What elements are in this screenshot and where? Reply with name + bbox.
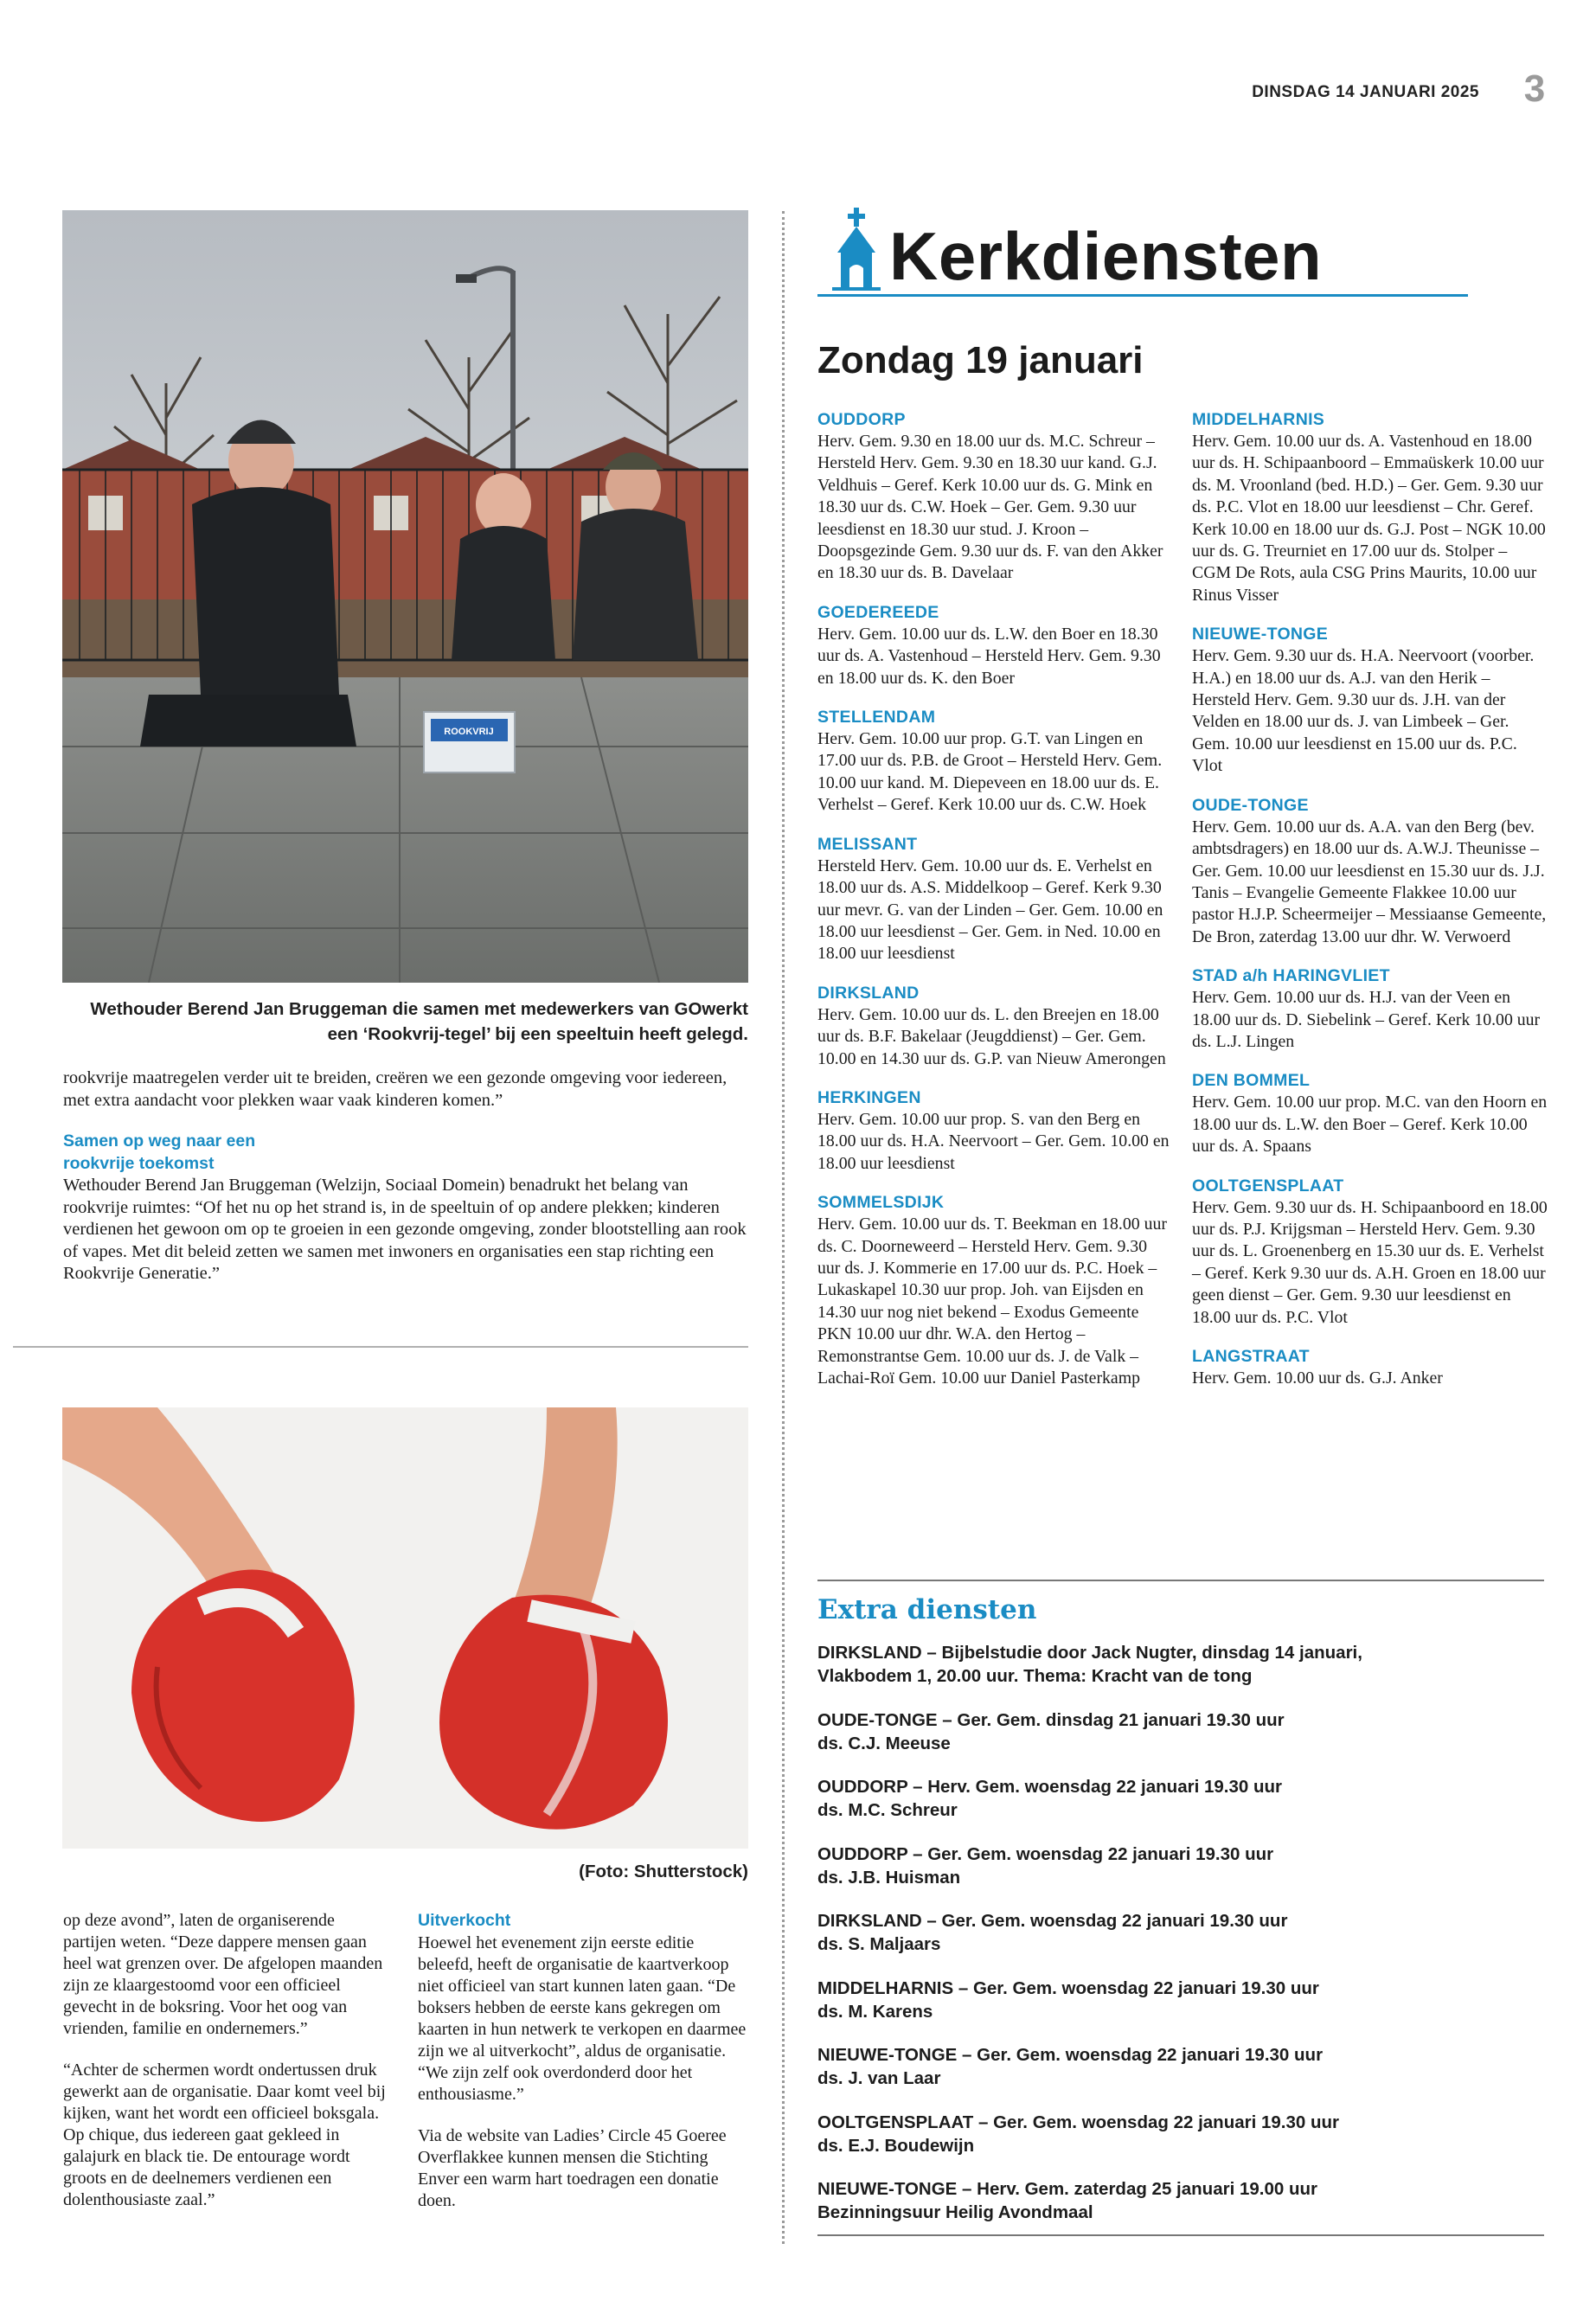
article-paragraph: “Achter de schermen wordt ondertussen druk gewerkt aan de organisatie. Daar komt veel bij kijken, want het wordt een officieel boksgala. Op chique, dus iedereen gaat gekleed in galajurk en black tie. De entourage wordt groots en de deelnemers verdienen een dolenthousiaste zaal.” (63, 2061, 386, 2209)
service-entry (817, 601, 1174, 689)
extra-line: ds. C.J. Meeuse (817, 1733, 951, 1753)
service-text: Herv. Gem. 10.00 uur ds. A. Vastenhoud en 18.00 uur ds. H. Schipaanboord – Emmaüskerk 10.00 uur ds. M. Vroonland (bed. H.D.) – Ger. Gem. 9.30 uur ds. P.C. Vlot en 18.00 uur leesdienst – Chr. Geref. Kerk 10.00 en 18.00 uur ds. G.J. Post – NGK 10.00 uur ds. G. Treurniet en 17.00 uur ds. Stolper – CGM De Rots, aula CSG Prins Maurits, 10.00 uur Rinus Visser (1192, 432, 1546, 605)
service-entry (1192, 1175, 1548, 1329)
article-paragraph: Via de website van Ladies’ Circle 45 Goeree Overflakkee kunnen mensen die Stichting Enver een warm hart toedragen een donatie doen. (418, 2125, 727, 2210)
service-text: Herv. Gem. 10.00 uur ds. L. den Breejen en 18.00 uur ds. B.F. Bakelaar (Jeugddienst) – Ger. Gem. 10.00 en 14.30 uur ds. G.P. van Nieuw Amerongen (817, 1004, 1166, 1068)
church-icon (830, 208, 882, 291)
service-entry (817, 1191, 1174, 1389)
service-place: NIEUWE-TONGE (1192, 625, 1329, 644)
extra-diensten-list (817, 1641, 1475, 2245)
subhead-samen (63, 1131, 748, 1175)
article-paragraph: op deze avond”, laten de organiserende partijen weten. “Deze dappere mensen gaan heel wat grenzen over. De afgelopen maanden zijn ze klaargestoomd voor een officieel gevecht in de boksring. Voor het oog van vrienden, familie en ondernemers.” (63, 1911, 383, 2038)
service-entry (817, 408, 1174, 585)
service-text: Herv. Gem. 9.30 uur ds. H. Schipaanboord en 18.00 uur ds. P.J. Krijgsman – Hersteld Herv. Gem. 9.30 uur ds. L. Groenenberg en 15.30 uur ds. E. Verhelst – Geref. Kerk 9.30 uur ds. A.H. Groen en 18.00 uur geen dienst – Ger. Gem. 9.30 uur leesdienst en 18.00 uur ds. P.C. Vlot (1192, 1197, 1548, 1327)
extra-line: ds. M.C. Schreur (817, 1800, 958, 1820)
extra-line: ds. S. Maljaars (817, 1934, 941, 1954)
extra-entry (817, 1708, 1475, 1755)
extra-entry (817, 2111, 1475, 2157)
service-entry (1192, 1069, 1548, 1157)
extra-entry (817, 2043, 1475, 2090)
subhead-uitverkocht: Uitverkocht (418, 1911, 511, 1930)
extra-bottom-rule (817, 2234, 1544, 2236)
service-text: Herv. Gem. 10.00 uur prop. S. van den Berg en 18.00 uur ds. H.A. Neervoort – Ger. Gem. 10.00 en 18.00 uur leesdienst (817, 1109, 1170, 1173)
extra-entry (817, 1977, 1475, 2023)
extra-diensten-title: Extra diensten (817, 1594, 1037, 1625)
article-boksgala-col-b (418, 1910, 748, 2232)
service-place: LANGSTRAAT (1192, 1347, 1310, 1366)
photo-boxing-gloves (62, 1407, 748, 1849)
section-rule (13, 1346, 748, 1348)
extra-line: ds. J. van Laar (817, 2068, 941, 2088)
extra-line: ds. J.B. Huisman (817, 1867, 961, 1888)
service-text: Herv. Gem. 10.00 uur prop. M.C. van den Hoorn en 18.00 uur ds. L.W. den Boer – Geref. Kerk 10.00 uur ds. A. Spaans (1192, 1093, 1548, 1157)
service-entry (1192, 965, 1548, 1053)
article-paragraph: rookvrije maatregelen verder uit te breiden, creëren we een gezonde omgeving voor iedereen, met extra aandacht voor plekken waar vaak kinderen komen.” (63, 1068, 727, 1110)
extra-line: Vlakbodem 1, 20.00 uur. Thema: Kracht van de tong (817, 1666, 1253, 1686)
photo-rookvrij-tegel (62, 210, 748, 983)
photo-credit: (Foto: Shutterstock) (579, 1862, 748, 1881)
service-text: Herv. Gem. 9.30 uur ds. H.A. Neervoort (voorber. H.A.) en 18.00 uur ds. A.J. van den Herik – Hersteld Herv. Gem. 9.30 uur ds. J.H. van der Velden en 18.00 uur ds. J. van Limbeek – Ger. Gem. 10.00 uur leesdienst en 15.00 uur ds. P.C. Vlot (1192, 646, 1535, 776)
service-text: Herv. Gem. 10.00 uur ds. T. Beekman en 18.00 uur ds. C. Doorneweerd – Hersteld Herv. Gem. 9.30 uur ds. J. Kommerie en 17.00 uur ds. P.C. Hoek – Lukaskapel 10.30 uur prop. Joh. van Eijsden en 14.30 uur nog niet bekend – Exodus Gemeente PKN 10.00 uur dhr. W.A. den Hertog – Remonstrantse Gem. 10.00 uur ds. J. de Valk – Lachai-Roï Gem. 10.00 uur Daniel Pasterkamp (817, 1215, 1167, 1388)
extra-line: NIEUWE-TONGE – Ger. Gem. woensdag 22 januari 19.30 uur (817, 2045, 1324, 2065)
day-heading: Zondag 19 januari (817, 339, 1144, 381)
extra-entry (817, 1843, 1475, 1889)
service-text: Hersteld Herv. Gem. 10.00 uur ds. E. Verhelst en 18.00 uur ds. A.S. Middelkoop – Geref. Kerk 9.30 uur mevr. G. van der Linden – Ger. Gem. 10.00 en 18.00 uur leesdienst – Ger. Gem. in Ned. 10.00 en 18.00 uur leesdienst (817, 856, 1163, 964)
photo-caption-rookvrij: Wethouder Berend Jan Bruggeman die samen met medewerkers van GOwerkt een ‘Rookvrij-tegel’ bij een speeltuin heeft gelegd. (90, 999, 748, 1044)
extra-line: Bezinningsuur Heilig Avondmaal (817, 2202, 1093, 2222)
service-text: Herv. Gem. 10.00 uur ds. H.J. van der Veen en 18.00 uur ds. D. Siebelink – Geref. Kerk 10.00 uur ds. L.J. Lingen (1192, 988, 1541, 1051)
extra-line: ds. M. Karens (817, 2001, 933, 2022)
extra-entry (817, 1775, 1475, 1822)
service-text: Herv. Gem. 10.00 uur prop. G.T. van Lingen en 17.00 uur ds. P.B. de Groot – Hersteld Herv. Gem. 10.00 uur kand. M. Diepeveen en 18.00 uur ds. E. Verhelst – Geref. Kerk 10.00 uur ds. C.W. Hoek (817, 729, 1163, 815)
extra-line: DIRKSLAND – Bijbelstudie door Jack Nugter, dinsdag 14 januari, (817, 1643, 1362, 1663)
service-entry (817, 833, 1174, 965)
extra-entry (817, 2177, 1475, 2224)
extra-line: OUDE-TONGE – Ger. Gem. dinsdag 21 januari 19.30 uur (817, 1709, 1285, 1730)
extra-line: MIDDELHARNIS – Ger. Gem. woensdag 22 januari 19.30 uur (817, 1977, 1319, 1998)
section-title: Kerkdiensten (889, 218, 1323, 294)
header-date: DINSDAG 14 JANUARI 2025 (1252, 83, 1479, 101)
title-rule (817, 294, 1468, 297)
extra-line: OUDDORP – Herv. Gem. woensdag 22 januari 19.30 uur (817, 1777, 1282, 1797)
extra-entry (817, 1909, 1475, 1956)
service-place: DEN BOMMEL (1192, 1071, 1311, 1091)
article-paragraph: Wethouder Berend Jan Bruggeman (Welzijn, Sociaal Domein) benadrukt het belang van rookvrije ruimtes: “Of het nu op het strand is, in de speeltuin of op andere plekken; kinderen verdienen het gewoon om op te groeien in een gezonde omgeving, zonder blootstelling aan rook of vapes. Met dit beleid zetten we samen met inwoners en organisaties een stap richting een Rookvrije Generatie.” (63, 1176, 747, 1283)
service-place: OUDE-TONGE (1192, 795, 1309, 815)
service-entry (817, 982, 1174, 1070)
service-entry (817, 1086, 1174, 1175)
extra-line: ds. E.J. Boudewijn (817, 2135, 975, 2156)
service-text: Herv. Gem. 9.30 en 18.00 uur ds. M.C. Schreur – Hersteld Herv. Gem. 9.30 en 18.30 uur kand. G.J. Veldhuis – Geref. Kerk 10.00 uur ds. G. Mink en 18.30 uur ds. C.W. Hoek – Ger. Gem. 9.30 uur leesdienst en 18.30 uur stud. J. Kroon – Doopsgezinde Gem. 9.30 uur ds. F. van den Akker en 18.30 uur ds. B. Davelaar (817, 432, 1163, 583)
service-entry (817, 706, 1174, 817)
service-place: DIRKSLAND (817, 983, 920, 1003)
subhead-line: Samen op weg naar een (63, 1131, 256, 1150)
extra-line: OUDDORP – Ger. Gem. woensdag 22 januari 19.30 uur (817, 1843, 1274, 1864)
extra-line: NIEUWE-TONGE – Herv. Gem. zaterdag 25 januari 19.00 uur (817, 2179, 1317, 2199)
kerkdiensten-heading (830, 208, 1323, 294)
service-place: HERKINGEN (817, 1087, 921, 1107)
extra-line: OOLTGENSPLAAT – Ger. Gem. woensdag 22 januari 19.30 uur (817, 2112, 1340, 2132)
tile-label: ROOKVRIJ (444, 727, 494, 737)
article-rookvrij-body (63, 1067, 748, 1304)
service-place: OOLTGENSPLAAT (1192, 1176, 1344, 1195)
services-column-1 (817, 408, 1174, 1406)
service-entry (1192, 1345, 1548, 1389)
service-place: GOEDEREEDE (817, 602, 939, 622)
article-paragraph: Hoewel het evenement zijn eerste editie beleefd, heeft de organisatie de kaartverkoop niet officieel van start kunnen laten gaan. “De boksers hebben de eerste kans gekregen om kaarten in hun netwerk te verkopen en daarmee zijn we al uitverkocht”, aldus de organisatie. “We zijn zelf ook overdonderd door het enthousiasme.” (418, 1932, 747, 2104)
service-entry (1192, 794, 1548, 948)
service-entry (1192, 623, 1548, 777)
service-place: SOMMELSDIJK (817, 1193, 945, 1213)
service-entry (1192, 408, 1548, 606)
services-column-2 (1192, 408, 1548, 1406)
extra-top-rule (817, 1580, 1544, 1581)
service-place: MIDDELHARNIS (1192, 410, 1325, 429)
article-boksgala-col-a (63, 1910, 392, 2231)
service-text: Herv. Gem. 10.00 uur ds. A.A. van den Berg (bev. ambtsdragers) en 18.00 uur ds. A.W.J. Theunisse – Ger. Gem. 10.00 uur leesdienst en 15.30 uur ds. J.J. Tanis – Evangelie Gemeente Flakkee 10.00 uur pastor H.J.P. Scheermeijer – Messiaanse Gemeente, De Bron, zaterdag 13.00 uur dhr. W. Verwoerd (1192, 817, 1547, 946)
service-place: OUDDORP (817, 410, 906, 429)
page-number: 3 (1523, 67, 1546, 110)
subhead-line: rookvrije toekomst (63, 1153, 215, 1173)
extra-entry (817, 1641, 1475, 1688)
service-text: Herv. Gem. 10.00 uur ds. G.J. Anker (1192, 1368, 1443, 1388)
column-divider (782, 211, 785, 2244)
service-place: STAD a/h HARINGVLIET (1192, 966, 1390, 986)
service-place: MELISSANT (817, 834, 918, 854)
service-text: Herv. Gem. 10.00 uur ds. L.W. den Boer en 18.30 uur ds. A. Vastenhoud – Hersteld Herv. Gem. 9.30 en 18.00 uur ds. K. den Boer (817, 624, 1161, 688)
service-place: STELLENDAM (817, 708, 936, 727)
extra-line: DIRKSLAND – Ger. Gem. woensdag 22 januari 19.30 uur (817, 1911, 1288, 1931)
